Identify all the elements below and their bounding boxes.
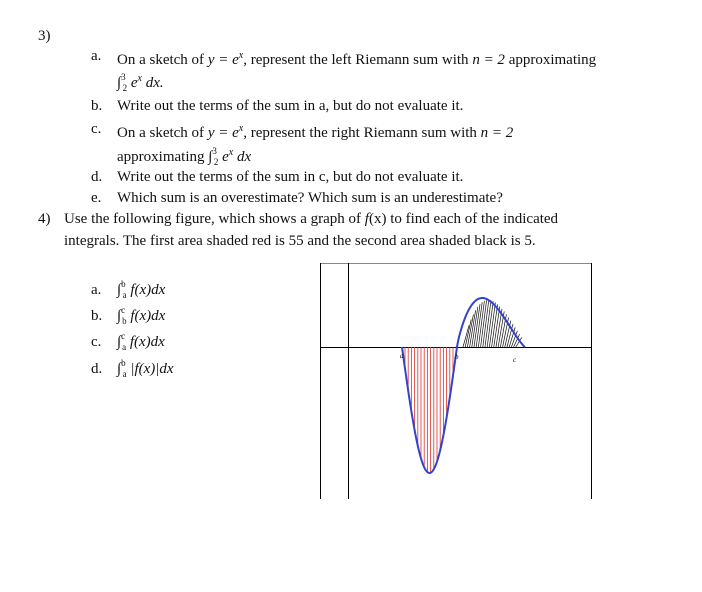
upper-limit: b (121, 279, 126, 289)
integrand (222, 149, 233, 165)
q3c-letter: c. (91, 121, 102, 137)
integrand (131, 75, 142, 91)
q4-x: (x) (368, 211, 387, 227)
lower-limit: a (122, 342, 127, 352)
q4a-letter: a. (91, 282, 102, 298)
label-c: c (513, 356, 517, 364)
upper-limit: 3 (212, 146, 217, 156)
q4-text: Use the following figure, which shows a graph of (64, 211, 365, 227)
q3a-text: On a sketch of (117, 52, 208, 68)
q4c-letter: c. (91, 334, 102, 350)
integral-sign: ∫ (208, 149, 213, 165)
q3c-text: On a sketch of (117, 125, 208, 141)
q3b-letter: b. (91, 98, 103, 114)
upper-limit: c (121, 331, 126, 341)
integral-sign: ∫ (117, 282, 122, 298)
q3a-line1 (117, 47, 596, 69)
q3c-equation (208, 125, 243, 141)
q3e-letter: e. (91, 190, 102, 206)
upper-limit: b (121, 358, 126, 368)
q3a-text-3: approximating (504, 52, 597, 68)
lower-limit: a (122, 290, 127, 300)
q3b-text: Write out the terms of the sum in a, but do not evaluate it. (117, 98, 464, 114)
lower-limit: b (122, 316, 127, 326)
upper-limit: c (121, 305, 126, 315)
q3c-line2 (117, 144, 251, 167)
lower-limit: 2 (213, 157, 219, 167)
q3a-integral (117, 70, 164, 93)
q3a-letter: a. (91, 48, 102, 64)
q4-f: f (364, 211, 369, 227)
integrand-base: e (222, 149, 229, 165)
label-b: b (455, 353, 459, 361)
q3c-eq-base: y = e (207, 125, 239, 141)
question-3-number: 3) (38, 28, 51, 44)
q4a-integral (117, 281, 165, 300)
question-4-number: 4) (38, 211, 51, 227)
integrand: |f(x)|dx (130, 361, 174, 377)
integrand: f(x)dx (129, 334, 165, 350)
q3c-approx: approximating (117, 149, 209, 165)
integrand-base: e (130, 75, 138, 91)
integral-sign: ∫ (117, 308, 122, 324)
integral-sign: ∫ (117, 334, 122, 350)
q3d-letter: d. (91, 169, 103, 185)
integrand-exp: x (137, 73, 142, 84)
differential: dx (233, 149, 252, 165)
q4b-integral (117, 307, 165, 326)
q3c-eq-exp: x (238, 123, 244, 134)
q3a-eq-exp: x (238, 50, 244, 61)
q3a-text-2: , represent the left Riemann sum with (243, 52, 473, 68)
black-shaded-region (463, 300, 522, 347)
integrand-exp: x (228, 147, 234, 158)
upper-limit: 3 (121, 72, 126, 82)
q3a-n: n = 2 (472, 52, 505, 68)
function-curve (402, 298, 525, 473)
red-shaded-region (405, 347, 453, 473)
label-a: a (400, 352, 404, 360)
q4c-integral (117, 333, 165, 352)
q4-line1 (64, 210, 558, 228)
q3c-n: n = 2 (480, 125, 514, 141)
q3a-eq-base: y = e (207, 52, 239, 68)
q4-text-2: to find each of the indicated (386, 211, 559, 227)
lower-limit: a (122, 369, 127, 379)
integrand: f(x)dx (130, 282, 166, 298)
q3c-line1 (117, 120, 513, 142)
q3a-equation (208, 52, 243, 68)
q3d-text: Write out the terms of the sum in c, but do not evaluate it. (117, 169, 464, 185)
integral-sign: ∫ (117, 75, 122, 91)
q4-line2: integrals. The first area shaded red is 55 and the second area shaded black is 5. (64, 233, 536, 249)
q3c-text-2: , represent the right Riemann sum with (243, 125, 481, 141)
differential: dx. (141, 75, 164, 91)
integral-sign: ∫ (117, 361, 122, 377)
lower-limit: 2 (122, 83, 128, 93)
function-graph-figure (320, 263, 592, 499)
integrand: f(x)dx (130, 308, 166, 324)
q4b-letter: b. (91, 308, 103, 324)
q3e-text: Which sum is an overestimate? Which sum is an underestimate? (117, 190, 503, 206)
q4d-integral (117, 360, 174, 379)
q4d-letter: d. (91, 361, 103, 377)
